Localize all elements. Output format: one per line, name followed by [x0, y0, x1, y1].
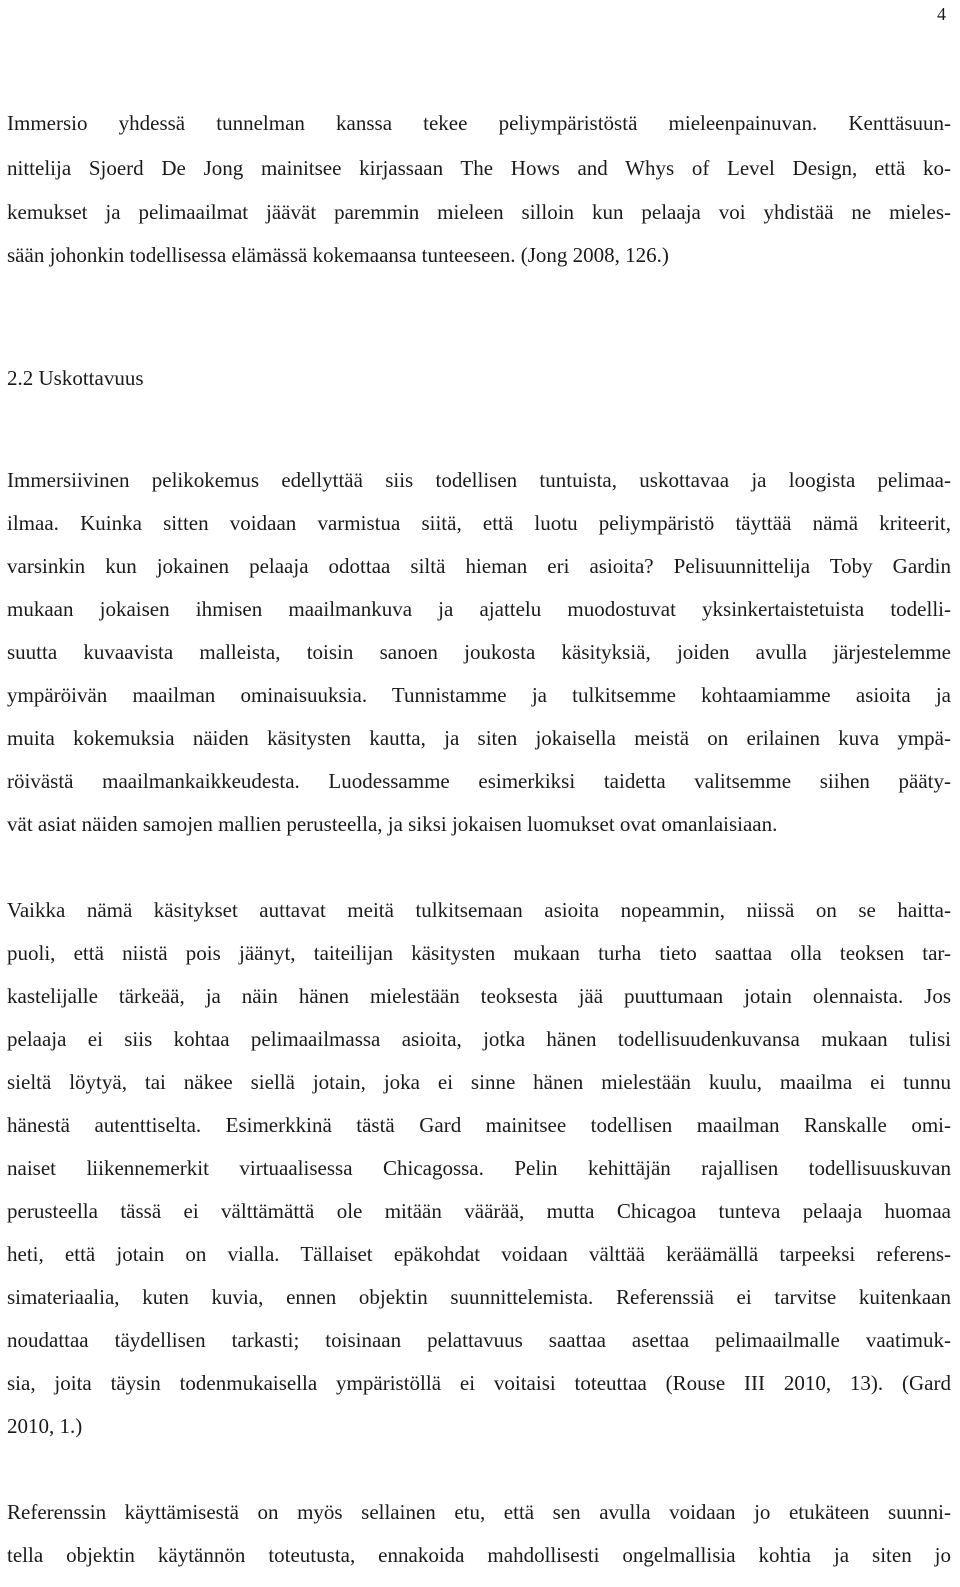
paragraph-2-line-7: muita kokemuksia näiden käsitysten kautta, ja siten jokaisella meistä on erilainen kuva ympä-: [7, 726, 951, 750]
paragraph-2-line-9: vät asiat näiden samojen mallien perusteella, ja siksi jokaisen luomukset ovat omanlaisiaan.: [7, 812, 778, 836]
paragraph-2-line-2: ilmaa. Kuinka sitten voidaan varmistua siitä, että luotu peliympäristö täyttää nämä kriteerit,: [7, 511, 951, 535]
paragraph-3-line-10: simateriaalia, kuten kuvia, ennen objektin suunnittelemista. Referenssiä ei tarvitse kuitenkaan: [7, 1285, 951, 1309]
paragraph-3-line-8: perusteella tässä ei välttämättä ole mitään väärää, mutta Chicagoa tunteva pelaaja huomaa: [7, 1199, 951, 1223]
paragraph-3-line-6: hänestä autenttiselta. Esimerkkinä tästä Gard mainitsee todellisen maailman Ranskalle omi-: [7, 1113, 951, 1137]
paragraph-3-line-12: sia, joita täysin todenmukaisella ympäristöllä ei voitaisi toteuttaa (Rouse III 2010, 13). (Gard: [7, 1371, 951, 1395]
paragraph-3-line-7: naiset liikennemerkit virtuaalisessa Chicagossa. Pelin kehittäjän rajallisen todellisuuskuvan: [7, 1156, 951, 1180]
paragraph-3-line-9: heti, että jotain on vialla. Tällaiset epäkohdat voidaan välttää keräämällä tarpeeksi referens-: [7, 1242, 951, 1266]
paragraph-2-line-5: suutta kuvaavista malleista, toisin sanoen joukosta käsityksiä, joiden avulla järjestelemme: [7, 640, 951, 664]
paragraph-3-line-4: pelaaja ei siis kohtaa pelimaailmassa asioita, jotka hänen todellisuudenkuvansa mukaan tulisi: [7, 1027, 951, 1051]
paragraph-2-line-3: varsinkin kun jokainen pelaaja odottaa siltä hieman eri asioita? Pelisuunnittelija Toby Gardin: [7, 554, 951, 578]
paragraph-1-line-4: sään johonkin todellisessa elämässä kokemaansa tunteeseen. (Jong 2008, 126.): [7, 243, 669, 267]
paragraph-1-line-2: nittelija Sjoerd De Jong mainitsee kirjassaan The Hows and Whys of Level Design, että ko-: [7, 156, 951, 180]
section-heading: 2.2 Uskottavuus: [7, 366, 144, 390]
paragraph-2-line-8: röivästä maailmankaikkeudesta. Luodessamme esimerkiksi taidetta valitsemme siihen pääty-: [7, 769, 951, 793]
paragraph-2-line-1: Immersiivinen pelikokemus edellyttää siis todellisen tuntuista, uskottavaa ja loogista pelimaa-: [7, 468, 951, 492]
paragraph-2-line-4: mukaan jokaisen ihmisen maailmankuva ja ajattelu muodostuvat yksinkertaistetuista todelli-: [7, 597, 951, 621]
paragraph-3-line-2: puoli, että niistä pois jäänyt, taiteilijan käsitysten mukaan turha tieto saattaa olla teoksen tar-: [7, 941, 951, 965]
paragraph-4-line-2: tella objektin käytännön toteutusta, ennakoida mahdollisesti ongelmallisia kohtia ja siten jo: [7, 1543, 951, 1567]
paragraph-3-line-11: noudattaa täydellisen tarkasti; toisinaan pelattavuus saattaa asettaa pelimaailmalle vaatimuk-: [7, 1328, 951, 1352]
page-number: 4: [937, 4, 946, 24]
paragraph-1-line-1: Immersio yhdessä tunnelman kanssa tekee peliympäristöstä mieleenpainuvan. Kenttäsuun-: [7, 111, 951, 135]
paragraph-2-line-6: ympäröivän maailman ominaisuuksia. Tunnistamme ja tulkitsemme kohtaamiamme asioita ja: [7, 683, 951, 707]
paragraph-3-line-13: 2010, 1.): [7, 1414, 83, 1438]
paragraph-1-line-3: kemukset ja pelimaailmat jäävät paremmin mieleen silloin kun pelaaja voi yhdistää ne mieles-: [7, 200, 951, 224]
paragraph-3-line-3: kastelijalle tärkeää, ja näin hänen mielestään teoksesta jää puuttumaan jotain olennaista. Jos: [7, 984, 951, 1008]
paragraph-3-line-5: sieltä löytyä, tai näkee siellä jotain, joka ei sinne hänen mielestään kuulu, maailma ei tunnu: [7, 1070, 951, 1094]
paragraph-4-line-1: Referenssin käyttämisestä on myös sellainen etu, että sen avulla voidaan jo etukäteen suunni-: [7, 1500, 951, 1524]
paragraph-3-line-1: Vaikka nämä käsitykset auttavat meitä tulkitsemaan asioita nopeammin, niissä on se haitta-: [7, 898, 951, 922]
